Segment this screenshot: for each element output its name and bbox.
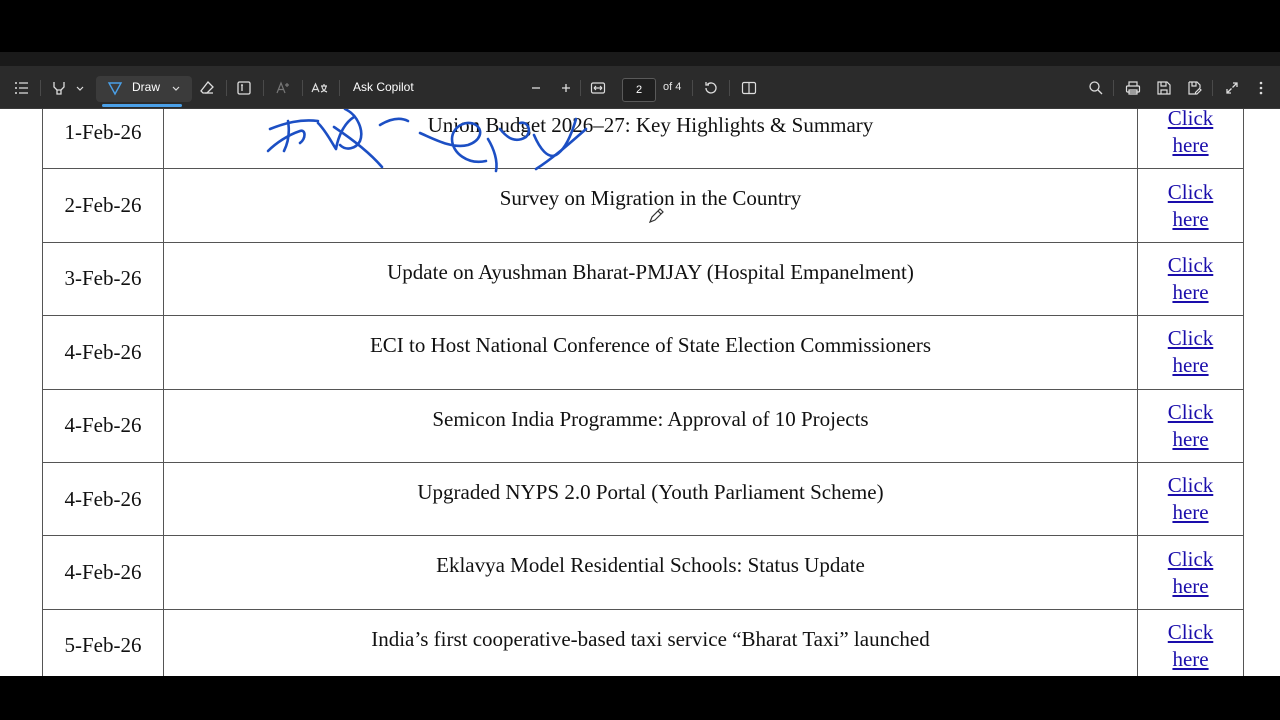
date-cell: 2-Feb-26: [43, 169, 164, 242]
table-row: [43, 109, 1244, 169]
zoom-in-icon[interactable]: [556, 66, 576, 109]
link-text-line1: Click: [1167, 399, 1214, 424]
click-here-link[interactable]: [1168, 399, 1214, 453]
click-here-link[interactable]: [1168, 619, 1214, 673]
topic-cell: India’s first cooperative-based taxi service “Bharat Taxi” launched: [163, 609, 1137, 676]
eraser-icon[interactable]: [196, 66, 218, 109]
expand-icon[interactable]: [1221, 66, 1243, 109]
page-view-icon[interactable]: [738, 66, 760, 109]
date-cell: 4-Feb-26: [43, 389, 164, 462]
save-as-icon[interactable]: [1184, 66, 1206, 109]
link-text-line1: Click: [1167, 109, 1214, 131]
link-cell: [1138, 109, 1244, 169]
table-row: [43, 462, 1244, 535]
link-cell: [1138, 169, 1244, 242]
highlight-chevron-down-icon[interactable]: [72, 66, 88, 109]
link-text-line2: here: [1172, 573, 1209, 598]
toolbar-separator: [729, 80, 730, 96]
link-text-line1: Click: [1167, 546, 1214, 571]
toolbar-separator: [226, 80, 227, 96]
fit-width-icon[interactable]: [587, 66, 609, 109]
highlight-icon[interactable]: [48, 66, 70, 109]
topic-cell: Upgraded NYPS 2.0 Portal (Youth Parliament Scheme): [163, 462, 1137, 535]
save-icon[interactable]: [1153, 66, 1175, 109]
table-row: [43, 536, 1244, 609]
toolbar-separator: [302, 80, 303, 96]
link-cell: [1138, 536, 1244, 609]
date-cell: 4-Feb-26: [43, 536, 164, 609]
link-text-line2: here: [1172, 133, 1209, 158]
topic-cell: Union Budget 2026–27: Key Highlights & Summary: [163, 109, 1137, 169]
draw-pen-icon: [104, 66, 126, 109]
zoom-out-icon[interactable]: [526, 66, 546, 109]
click-here-link[interactable]: [1168, 179, 1214, 233]
ask-copilot-button[interactable]: Ask Copilot: [353, 80, 414, 94]
search-icon[interactable]: [1085, 66, 1107, 109]
click-here-link[interactable]: [1168, 325, 1214, 379]
toolbar-separator: [1113, 80, 1114, 96]
link-text-line2: here: [1172, 279, 1209, 304]
link-cell: [1138, 316, 1244, 389]
topic-cell: Eklavya Model Residential Schools: Status Update: [163, 536, 1137, 609]
table-row: [43, 169, 1244, 242]
page-number-input[interactable]: 2: [622, 78, 656, 102]
date-cell: 4-Feb-26: [43, 462, 164, 535]
draw-label: Draw: [132, 80, 161, 94]
link-cell: [1138, 609, 1244, 676]
text-format-icon[interactable]: [272, 66, 294, 109]
click-here-link[interactable]: [1168, 546, 1214, 600]
link-text-line2: here: [1172, 646, 1209, 671]
table-row: [43, 389, 1244, 462]
table-row: [43, 242, 1244, 315]
date-cell: 3-Feb-26: [43, 242, 164, 315]
pen-cursor-icon: [648, 206, 666, 224]
more-options-icon[interactable]: [1250, 66, 1272, 109]
click-here-link[interactable]: [1168, 252, 1214, 306]
rotate-icon[interactable]: [700, 66, 722, 109]
link-text-line2: here: [1172, 353, 1209, 378]
date-cell: 4-Feb-26: [43, 316, 164, 389]
text-box-icon[interactable]: [233, 66, 255, 109]
table-row: [43, 316, 1244, 389]
date-cell: 1-Feb-26: [43, 109, 164, 169]
table-row: [43, 609, 1244, 676]
print-icon[interactable]: [1122, 66, 1144, 109]
link-text-line1: Click: [1167, 619, 1214, 644]
toolbar-separator: [263, 80, 264, 96]
topic-cell: Survey on Migration in the Country: [163, 169, 1137, 242]
pdf-page-viewer[interactable]: [0, 109, 1280, 676]
toolbar-separator: [1212, 80, 1213, 96]
page-count: of 4: [663, 81, 682, 93]
contents-icon[interactable]: [10, 66, 34, 109]
link-text-line1: Click: [1167, 473, 1214, 498]
click-here-link[interactable]: [1168, 472, 1214, 526]
topic-cell: ECI to Host National Conference of State Election Commissioners: [163, 316, 1137, 389]
link-text-line2: here: [1172, 426, 1209, 451]
toolbar-separator: [40, 80, 41, 96]
link-cell: [1138, 462, 1244, 535]
top-black-bar: [0, 0, 1280, 66]
link-text-line1: Click: [1167, 179, 1214, 204]
toolbar-separator: [339, 80, 340, 96]
translate-icon[interactable]: [309, 66, 331, 109]
click-here-link[interactable]: [1168, 109, 1214, 159]
toolbar-separator: [692, 80, 693, 96]
link-cell: [1138, 242, 1244, 315]
link-text-line1: Click: [1167, 252, 1214, 277]
pdf-toolbar: [0, 66, 1280, 109]
link-text-line2: here: [1172, 500, 1209, 525]
topic-cell: Semicon India Programme: Approval of 10 Projects: [163, 389, 1137, 462]
toolbar-separator: [580, 80, 581, 96]
link-text-line1: Click: [1167, 326, 1214, 351]
topic-cell: Update on Ayushman Bharat-PMJAY (Hospital Empanelment): [163, 242, 1137, 315]
link-cell: [1138, 389, 1244, 462]
draw-chevron-down-icon[interactable]: [168, 66, 184, 109]
bottom-black-bar: [0, 676, 1280, 720]
window-edge: [0, 52, 1280, 66]
pib-summary-table: [42, 109, 1244, 676]
date-cell: 5-Feb-26: [43, 609, 164, 676]
link-text-line2: here: [1172, 206, 1209, 231]
